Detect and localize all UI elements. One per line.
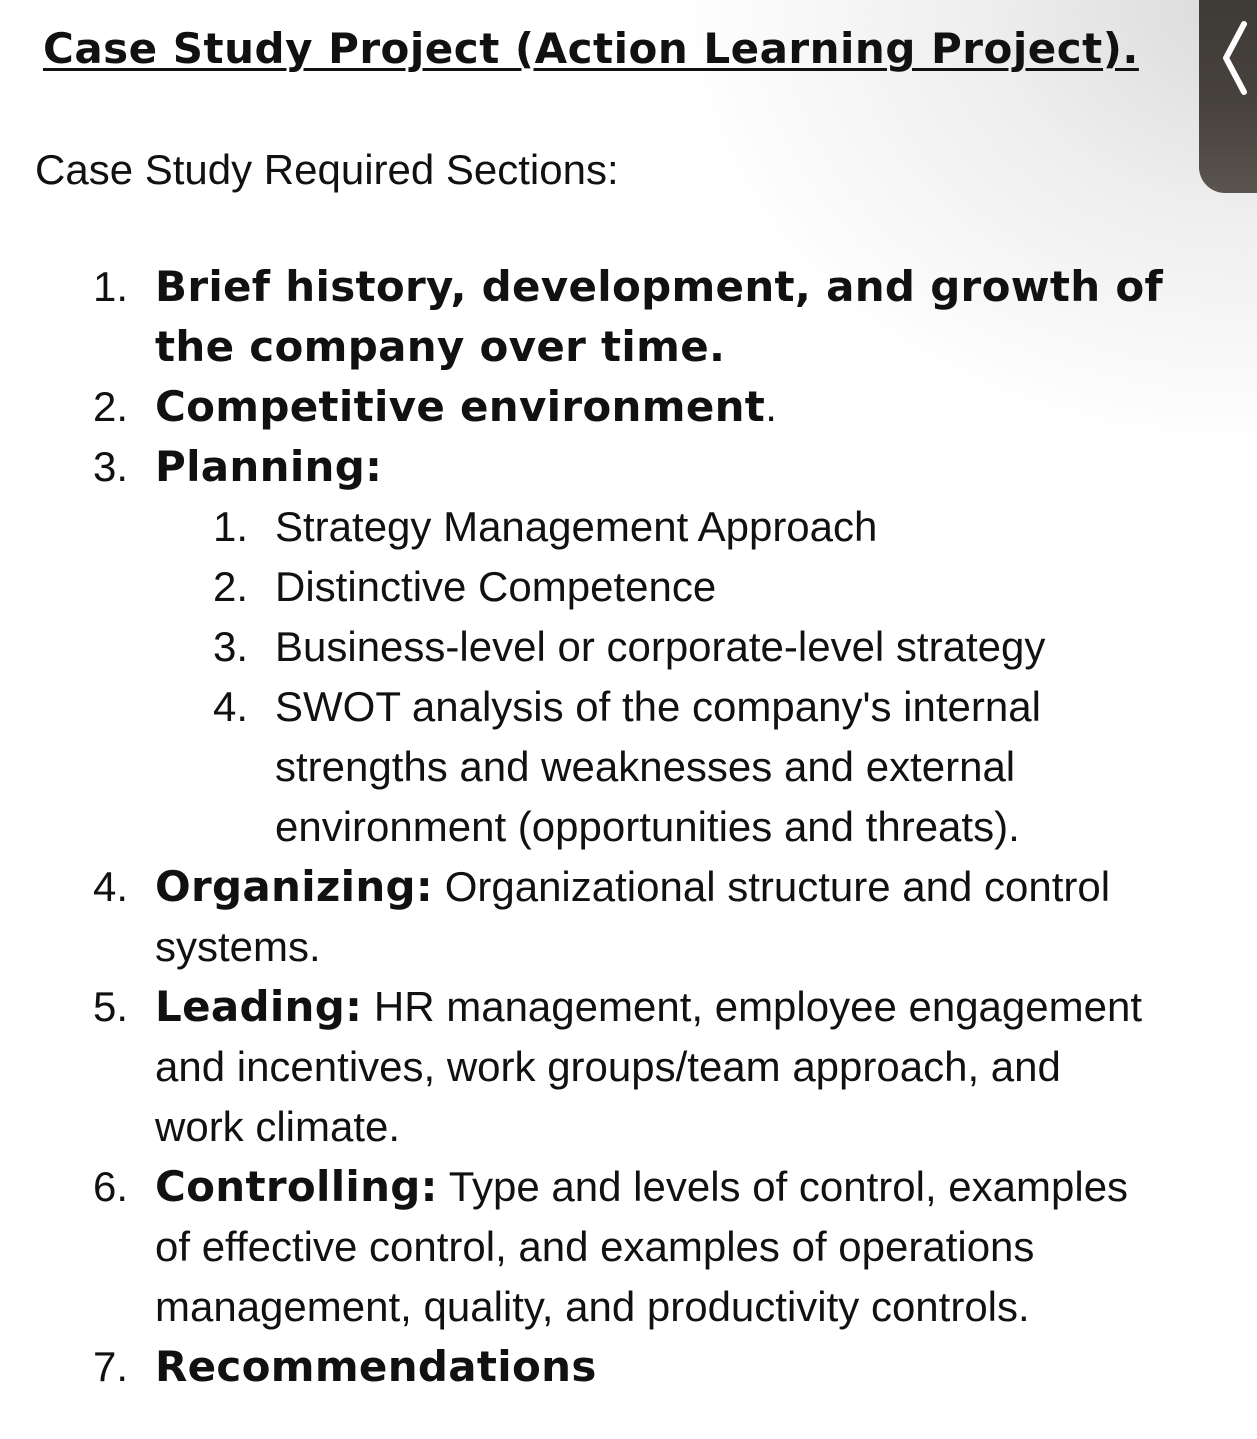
list-number: 4. <box>93 863 129 910</box>
list-item-text: Organizational structure and control <box>433 863 1111 910</box>
list-item-body <box>155 377 777 437</box>
list-item-suffix: . <box>765 383 777 430</box>
list-item-text: work climate. <box>155 1103 401 1150</box>
list-item-body <box>155 977 1142 1037</box>
list-item-body <box>155 857 1110 917</box>
list-item-text: the company over time. <box>155 322 726 371</box>
list-item-text: systems. <box>155 923 321 970</box>
list-item-text: Brief history, development, and growth of <box>155 262 1164 311</box>
list-number: 6. <box>93 1163 129 1210</box>
sub-list-number: 3. <box>213 623 249 670</box>
list-number: 1. <box>93 263 129 310</box>
sub-list-number: 4. <box>213 683 249 730</box>
list-item-heading: Organizing: <box>155 862 434 911</box>
list-item-heading: Planning: <box>155 442 383 491</box>
chevron-left-icon <box>1214 18 1254 98</box>
list-item-heading: Controlling: <box>155 1162 438 1211</box>
list-item-text: of effective control, and examples of operations <box>155 1223 1035 1270</box>
list-item-text: Type and levels of control, examples <box>437 1163 1129 1210</box>
section-heading: Case Study Required Sections: <box>35 146 619 193</box>
sub-list-item-text: environment (opportunities and threats). <box>275 803 1020 850</box>
sub-list-number: 2. <box>213 563 249 610</box>
list-number: 2. <box>93 383 129 430</box>
list-item-text: HR management, employee engagement <box>362 983 1143 1030</box>
list-item-text: and incentives, work groups/team approach, and <box>155 1043 1061 1090</box>
list-item-heading: Competitive environment <box>155 382 766 431</box>
sub-list-item-text: strengths and weaknesses and external <box>275 743 1016 790</box>
sub-list-number: 1. <box>213 503 249 550</box>
list-item-text: management, quality, and productivity controls. <box>155 1283 1030 1330</box>
list-item-body <box>155 1157 1128 1217</box>
list-number: 3. <box>93 443 129 490</box>
back-button[interactable] <box>1199 0 1257 193</box>
sub-list-item-text: SWOT analysis of the company's internal <box>275 683 1041 730</box>
list-item-heading: Recommendations <box>155 1342 597 1391</box>
sub-list-item-text: Business-level or corporate-level strategy <box>275 623 1046 670</box>
sub-list-item-text: Strategy Management Approach <box>275 503 878 550</box>
list-number: 7. <box>93 1343 129 1390</box>
list-item-heading: Leading: <box>155 982 363 1031</box>
list-number: 5. <box>93 983 129 1030</box>
page-title: Case Study Project (Action Learning Project). <box>43 24 1139 73</box>
sub-list-item-text: Distinctive Competence <box>275 563 717 610</box>
